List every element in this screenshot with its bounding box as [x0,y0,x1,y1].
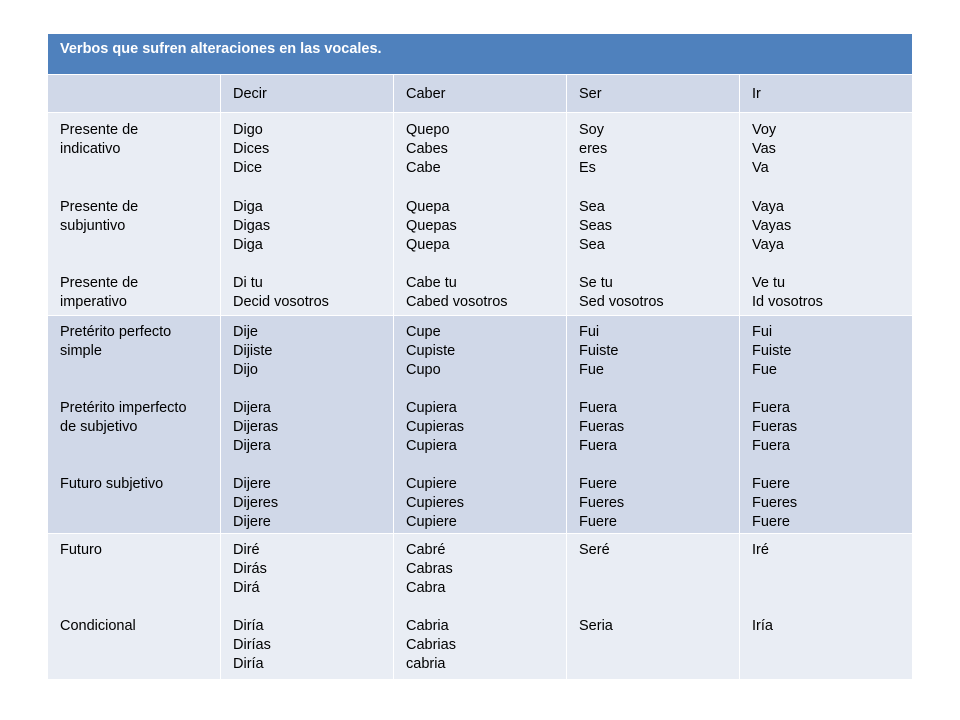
conjugation-block: Dijere Dijeres Dijere [233,476,279,530]
conjugation-block: Cupe Cupiste Cupo [406,324,456,378]
caber-cell [393,112,567,315]
conjugation-block: Iría [752,618,773,634]
conjugation-block: Cabré Cabras Cabra [406,542,453,596]
ir-cell [739,533,913,679]
column-header-empty [48,74,220,112]
ser-cell [566,533,740,679]
conjugation-block: Di tu Decid vosotros [233,275,329,310]
conjugation-block: Se tu Sed vosotros [579,275,664,310]
conjugation-block: Ve tu Id vosotros [752,275,823,310]
conjugation-block: Soy eres Es [579,122,608,176]
ser-cell [566,112,740,315]
conjugation-block: Voy Vas Va [752,122,777,176]
conjugation-block: Diga Digas Diga [233,199,271,253]
tense-cell [48,533,220,679]
tense-label: Presente de subjuntivo [60,199,139,234]
table-row-presente [48,112,912,315]
tense-label: Futuro subjetivo [60,476,164,492]
table-row-futuro [48,533,912,679]
tense-label: Condicional [60,618,136,634]
table-title-row [48,34,912,75]
column-header-decir: Decir [220,74,394,112]
column-header-ir: Ir [739,74,913,112]
ser-cell [566,315,740,533]
conjugation-block: Seré [579,542,610,558]
decir-cell [220,315,394,533]
conjugation-block: Fuere Fueres Fuere [752,476,798,530]
tense-label: Pretérito perfecto simple [60,324,172,359]
conjugation-block: Fuera Fueras Fuera [579,400,625,454]
conjugation-block: Dijera Dijeras Dijera [233,400,279,454]
decir-cell [220,533,394,679]
tense-label: Presente de indicativo [60,122,139,157]
conjugation-block: Fuere Fueres Fuere [579,476,625,530]
tense-label: Pretérito imperfecto de subjetivo [60,400,187,435]
conjugation-block: Diría Dirías Diría [233,618,271,672]
conjugation-block: Fuera Fueras Fuera [752,400,798,454]
column-header-caber: Caber [393,74,567,112]
tense-cell [48,112,220,315]
column-header-row [48,74,912,112]
conjugation-block: Iré [752,542,769,558]
conjugation-block: Vaya Vayas Vaya [752,199,792,253]
conjugation-block: Seria [579,618,613,634]
caber-cell [393,315,567,533]
ir-cell [739,315,913,533]
conjugation-block: Quepa Quepas Quepa [406,199,457,253]
conjugation-block: Cabria Cabrias cabria [406,618,456,672]
conjugation-block: Cupiera Cupieras Cupiera [406,400,465,454]
caber-cell [393,533,567,679]
conjugation-block: Dije Dijiste Dijo [233,324,273,378]
conjugation-block: Fui Fuiste Fue [752,324,792,378]
table-title: Verbos que sufren alteraciones en las vocales. [60,41,382,57]
table-row-preterito [48,315,912,533]
tense-label: Presente de imperativo [60,275,139,310]
conjugation-block: Diré Dirás Dirá [233,542,267,596]
conjugation-block: Quepo Cabes Cabe [406,122,450,176]
tense-cell [48,315,220,533]
ir-cell [739,112,913,315]
conjugation-block: Fui Fuiste Fue [579,324,619,378]
tense-label: Futuro [60,542,102,558]
column-header-ser: Ser [566,74,740,112]
conjugation-block: Cupiere Cupieres Cupiere [406,476,465,530]
verb-conjugation-table [48,34,912,679]
conjugation-block: Digo Dices Dice [233,122,270,176]
conjugation-block: Cabe tu Cabed vosotros [406,275,508,310]
decir-cell [220,112,394,315]
conjugation-block: Sea Seas Sea [579,199,613,253]
